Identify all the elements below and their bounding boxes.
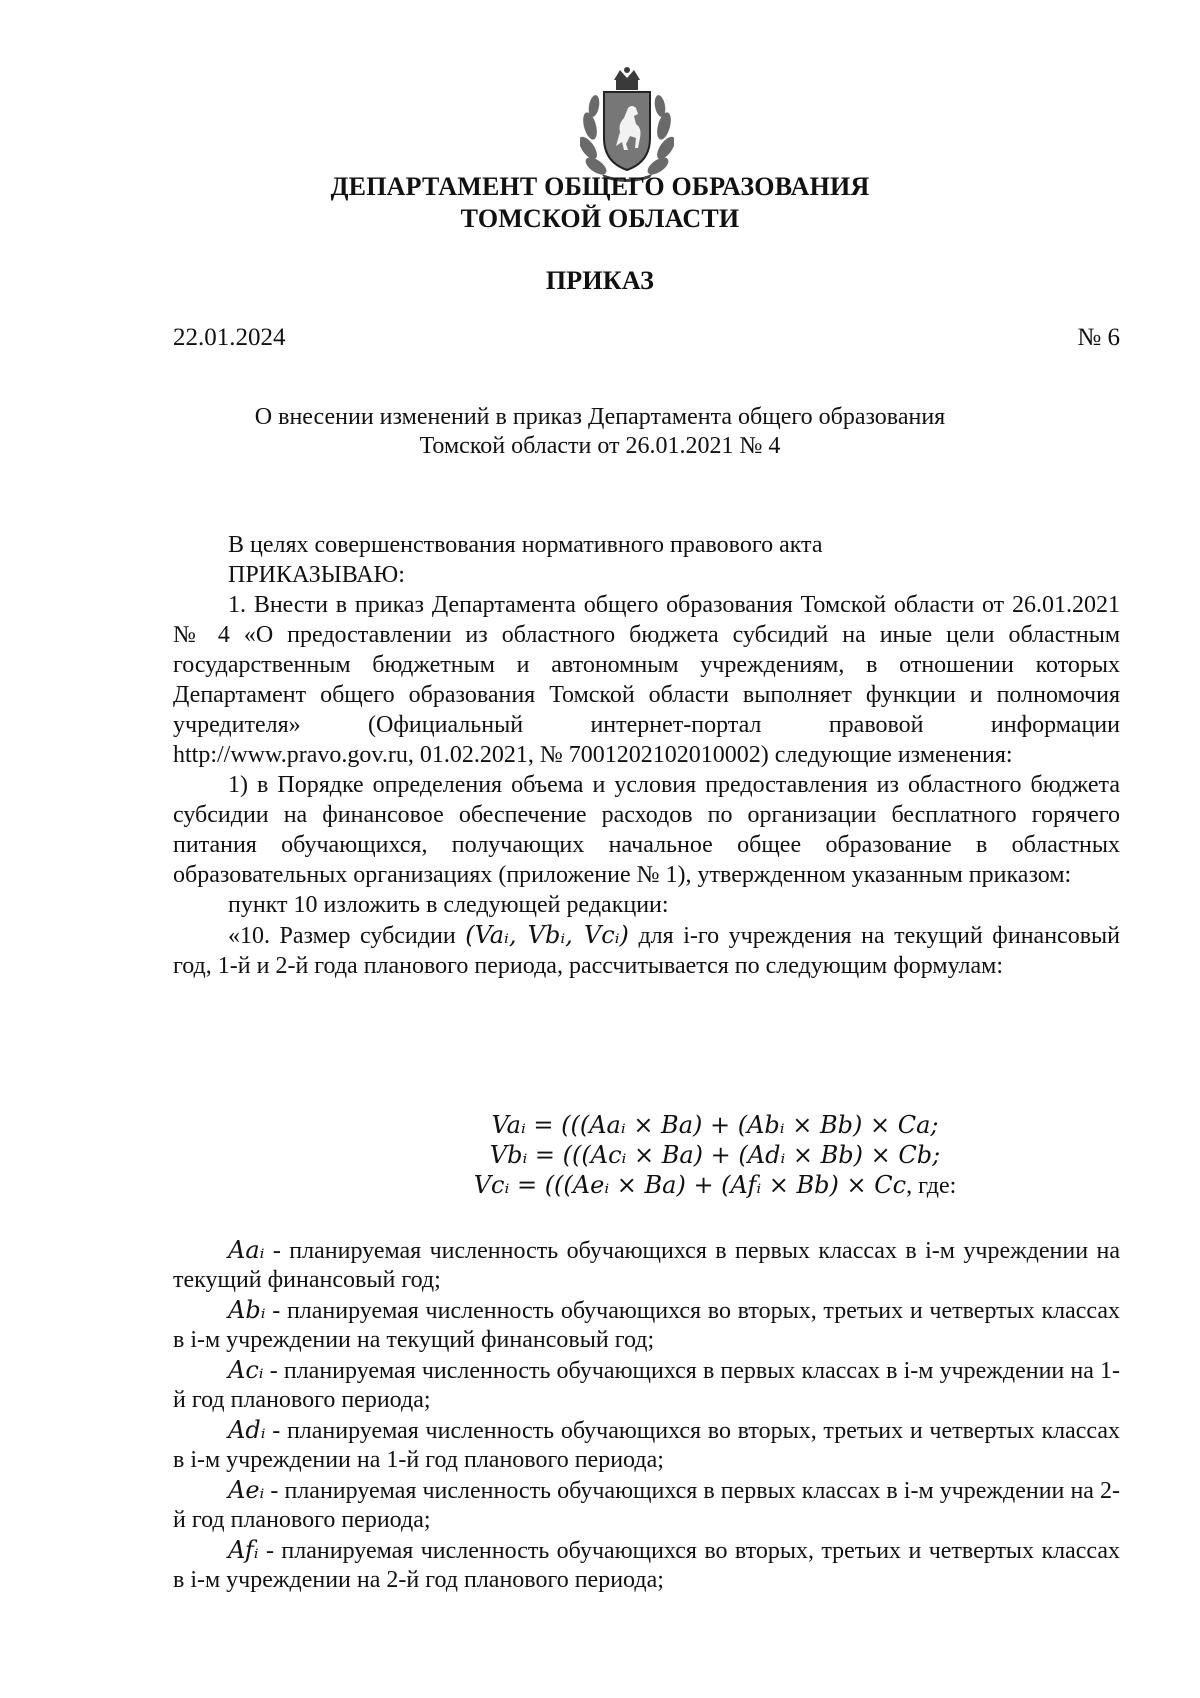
point-10-symbols: (Vaᵢ, Vbᵢ, Vcᵢ) [465,921,629,949]
item-1-1-paragraph: 1) в Порядке определения объема и условия предоставления из областного бюджета субсидии на финансовое обеспечение расходов по организации бесплатного горячего питания обучающихся, получающих начальное общее образование в областных образовательных организациях (приложение № 1), утвержденном указанным приказом: [173,772,1120,888]
definition-text: - планируемая численность обучающихся во вторых, третьих и четвертых классах в i-м учреждении на текущий финансовый год; [173,1298,1120,1353]
definition-text: - планируемая численность обучающихся во вторых, третьих и четвертых классах в i-м учреждении на 2-й год планового периода; [173,1538,1120,1593]
definition-symbol: Aaᵢ [228,1236,265,1264]
formula-va: Vaᵢ = (((Aaᵢ × Ba) + (Abᵢ × Bb) × Ca; [491,1111,939,1139]
definition-item [173,1356,1120,1415]
definitions-list [173,1236,1120,1596]
definition-item [173,1416,1120,1475]
point-10-paragraph [173,920,1120,981]
definition-item [173,1236,1120,1295]
definition-symbol: Adᵢ [228,1416,266,1444]
definition-item [173,1536,1120,1595]
formula-line-1 [0,1110,1200,1140]
formula-line-3 [0,1170,1200,1201]
subject-line2: Томской области от 26.01.2021 № 4 [419,433,781,459]
formula-block [0,1110,1200,1201]
definition-symbol: Acᵢ [228,1356,264,1384]
item-1-paragraph: 1. Внести в приказ Департамента общего образования Томской области от 26.01.2021 № 4 «О предоставлении из областного бюджета субсидий на иные цели областным государственным бюджетным и автономным учреждениям, в отношении которых Департамент общего образования Томской области выполняет функции и полномочия учредителя» (Официальный интернет-портал правовой информации http://www.pravo.gov.ru, 01.02.2021, № 7001202102010002) следующие изменения: [173,592,1120,768]
item-1-1-a-paragraph: пункт 10 изложить в следующей редакции: [228,892,669,918]
organization-name-line2: ТОМСКОЙ ОБЛАСТИ [460,204,740,233]
coat-of-arms-emblem [580,66,674,184]
point-10-start: «10. Размер субсидии [228,923,466,949]
formula-vb: Vbᵢ = (((Acᵢ × Ba) + (Adᵢ × Bb) × Cb; [489,1141,941,1169]
order-body [173,530,1120,981]
definition-symbol: Afᵢ [228,1536,259,1564]
document-type-title: ПРИКАЗ [545,266,655,295]
definition-text: - планируемая численность обучающихся в первых классах в i-м учреждении на текущий финансовый год; [173,1238,1120,1293]
definition-symbol: Aeᵢ [228,1476,265,1504]
formula-vc: Vcᵢ = (((Aeᵢ × Ba) + (Afᵢ × Bb) × Cc [473,1171,907,1199]
definition-item [173,1476,1120,1535]
point-10-end: для i-го учреждения на текущий финансовый год, 1-й и 2-й года планового периода, рассчитывается по следующим формулам: [173,923,1120,979]
organization-name-line1: ДЕПАРТАМЕНТ ОБЩЕГО ОБРАЗОВАНИЯ [330,172,870,201]
formula-line-2 [0,1140,1200,1170]
definition-text: - планируемая численность обучающихся в первых классах в i-м учреждении на 1-й год планового периода; [173,1358,1120,1413]
order-word: ПРИКАЗЫВАЮ: [228,562,405,588]
subject-line1: О внесении изменений в приказ Департамента общего образования [254,404,946,430]
definition-item [173,1296,1120,1355]
definition-text: - планируемая численность обучающихся во вторых, третьих и четвертых классах в i-м учреждении на 1-й год планового периода; [173,1418,1120,1473]
definition-symbol: Abᵢ [228,1296,266,1324]
definition-text: - планируемая численность обучающихся в первых классах в i-м учреждении на 2-й год планового периода; [173,1478,1120,1533]
preamble-paragraph: В целях совершенствования нормативного правового акта [228,532,823,558]
formula-vc-suffix: , где: [906,1173,957,1199]
document-number: № 6 [1077,324,1120,351]
document-date: 22.01.2024 [173,324,286,351]
